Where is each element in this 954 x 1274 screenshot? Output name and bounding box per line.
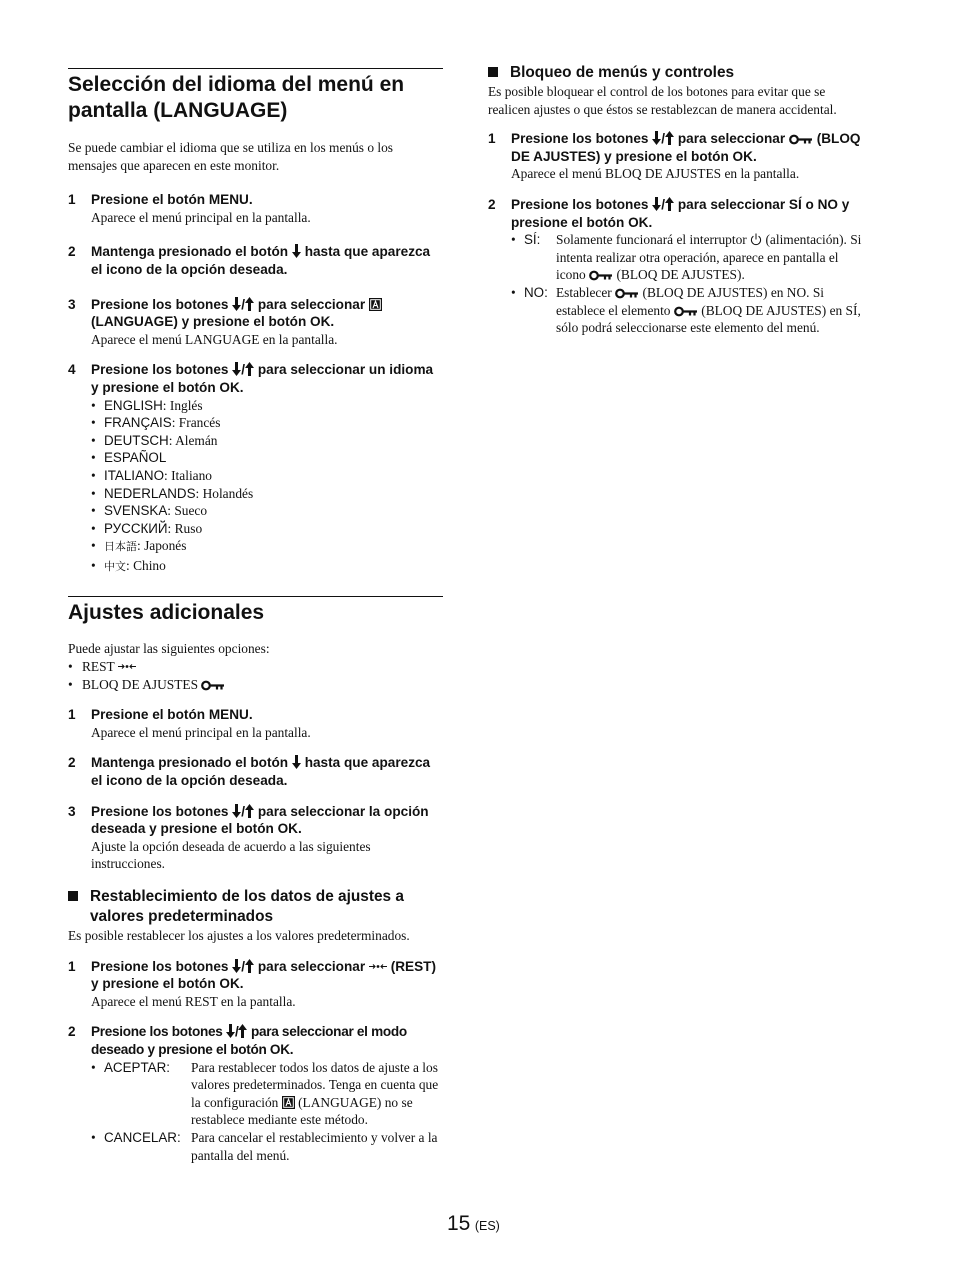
- key-icon: [615, 288, 639, 299]
- list-item: • ESPAÑOL: [91, 450, 167, 466]
- list-item: • SVENSKA: Sueco: [91, 503, 208, 519]
- rest-step-1: 1 Presione los botones / para seleccionar (REST) y presione el botón OK. Aparece el menú REST en la pantalla.: [68, 958, 443, 1011]
- language-icon: [369, 298, 382, 311]
- step-result: Aparece el menú principal en la pantalla.: [91, 209, 311, 225]
- page-number: 15 (ES): [447, 1212, 500, 1235]
- ajustes-options: [68, 658, 443, 693]
- list-item: • ACEPTAR: Para restablecer todos los datos de ajuste a los valores predeterminados. Tenga en cuenta que la configuración (LANGUAGE) no se restablece mediante este método.: [91, 1059, 439, 1128]
- list-item: • FRANÇAIS: Francés: [91, 415, 221, 431]
- step-instruction: Presione el botón MENU.: [91, 707, 253, 723]
- language-intro: Se puede cambiar el idioma que se utiliza en los menús o los mensajes que aparecen en este monitor.: [68, 140, 394, 173]
- step-instruction: Presione los botones / para seleccionar un idioma y presione el botón OK.: [91, 362, 434, 395]
- list-item: • 中文: Chino: [91, 557, 166, 573]
- step-result: Aparece el menú BLOQ DE AJUSTES en la pantalla.: [511, 166, 800, 182]
- step-instruction: Presione el botón MENU.: [91, 192, 253, 208]
- step-instruction: Mantenga presionado el botón hasta que aparezca el icono de la opción deseada.: [91, 755, 431, 789]
- language-step-3: 3 Presione los botones / para seleccionar (LANGUAGE) y presione el botón OK. Aparece el menú LANGUAGE en la pantalla.: [68, 296, 443, 349]
- up-arrow-icon: [245, 362, 254, 376]
- step-result: Ajuste la opción deseada de acuerdo a las siguientes instrucciones.: [91, 838, 371, 872]
- list-item: • NEDERLANDS: Holandés: [91, 485, 254, 501]
- up-arrow-icon: [665, 197, 674, 211]
- list-item: • 日本語: Japonés: [91, 538, 187, 554]
- key-icon: [789, 134, 813, 145]
- right-column: [488, 63, 866, 337]
- step-instruction: Presione los botones / para seleccionar el modo deseado y presione el botón OK.: [91, 1024, 407, 1057]
- ajustes-step-3: 3 Presione los botones / para seleccionar la opción deseada y presione el botón OK. Ajuste la opción deseada de acuerdo a las siguientes instrucciones.: [68, 803, 443, 873]
- up-arrow-icon: [245, 297, 254, 311]
- down-arrow-icon: [292, 755, 301, 769]
- bloqueo-mode-list: [511, 231, 866, 337]
- up-arrow-icon: [238, 1024, 247, 1038]
- down-arrow-icon: [292, 244, 301, 258]
- list-item: • NO: Establecer (BLOQ DE AJUSTES) en NO. Si establece el elemento (BLOQ DE AJUSTES) en SÍ, sólo podrá seleccionarse este elemento del menú.: [511, 284, 861, 336]
- list-item: • РУССКИЙ: Ruso: [91, 520, 203, 536]
- section-title-language: Selección del idioma del menú en pantalla (LANGUAGE): [68, 68, 443, 124]
- language-icon: [282, 1096, 295, 1109]
- step-instruction: Presione los botones / para seleccionar la opción deseada y presione el botón OK.: [91, 803, 429, 837]
- down-arrow-icon: [232, 959, 241, 973]
- down-arrow-icon: [652, 131, 661, 145]
- ajustes-intro: Puede ajustar las siguientes opciones:: [68, 641, 270, 657]
- step-instruction: Presione los botones / para seleccionar SÍ o NO y presione el botón OK.: [511, 196, 850, 230]
- ajustes-step-2: 2 Mantenga presionado el botón hasta que aparezca el icono de la opción deseada.: [68, 754, 443, 789]
- language-step-1: 1 Presione el botón MENU. Aparece el menú principal en la pantalla.: [68, 191, 443, 226]
- down-arrow-icon: [652, 197, 661, 211]
- bloqueo-intro: Es posible bloquear el control de los botones para evitar que se realicen ajustes o que éstos se restablezcan de manera accidental.: [488, 84, 837, 117]
- list-item: • SÍ: Solamente funcionará el interruptor (alimentación). Si intenta realizar otra operación, aparece en pantalla el icono (BLOQ DE AJUSTES).: [511, 232, 862, 283]
- rest-mode-list: [91, 1059, 443, 1165]
- rest-step-2: 2 Presione los botones / para seleccionar el modo deseado y presione el botón OK. • ACEPTAR: Para restablecer todos los datos de ajuste a los valores predeterminados. Tenga en cuenta que la configuración (LANGUAGE) no se restablece mediante este método. • CANCELAR: Para cancelar el restablecimiento y volver a la pantalla del menú.: [68, 1023, 443, 1164]
- language-step-2: 2 Mantenga presionado el botón hasta que aparezca el icono de la opción deseada.: [68, 243, 443, 278]
- rest-intro: Es posible restablecer los ajustes a los valores predeterminados.: [68, 928, 410, 943]
- step-result: Aparece el menú REST en la pantalla.: [91, 993, 296, 1009]
- power-icon: [750, 233, 762, 246]
- rest-icon: [118, 662, 136, 671]
- down-arrow-icon: [232, 362, 241, 376]
- key-icon: [589, 270, 613, 281]
- language-step-4: 4 Presione los botones / para seleccionar un idioma y presione el botón OK. • ENGLISH: Inglés • FRANÇAIS: Francés • DEUTSCH: Alemán • ESPAÑOL • ITALIANO: Italiano • NEDERLANDS: Holandés • SVENSKA: Sueco • РУССКИЙ: Ruso • 日本語: Japonés • 中文: Chino: [68, 361, 443, 576]
- step-instruction: Mantenga presionado el botón hasta que aparezca el icono de la opción deseada.: [91, 244, 431, 277]
- key-icon: [201, 680, 225, 691]
- up-arrow-icon: [245, 804, 254, 818]
- key-icon: [674, 306, 698, 317]
- left-column: [68, 68, 443, 1164]
- down-arrow-icon: [226, 1024, 235, 1038]
- step-result: Aparece el menú principal en la pantalla.: [91, 724, 311, 740]
- list-item: • BLOQ DE AJUSTES: [68, 676, 443, 694]
- step-instruction: Presione los botones / para seleccionar (REST) y presione el botón OK.: [91, 958, 437, 992]
- step-result: Aparece el menú LANGUAGE en la pantalla.: [91, 331, 338, 347]
- ajustes-step-1: 1 Presione el botón MENU. Aparece el menú principal en la pantalla.: [68, 706, 443, 741]
- list-item: • CANCELAR: Para cancelar el restablecimiento y volver a la pantalla del menú.: [91, 1129, 438, 1163]
- up-arrow-icon: [665, 131, 674, 145]
- list-item: • ENGLISH: Inglés: [91, 397, 203, 413]
- bloqueo-step-1: 1 Presione los botones / para seleccionar (BLOQ DE AJUSTES) y presione el botón OK. Aparece el menú BLOQ DE AJUSTES en la pantalla.: [488, 130, 866, 183]
- down-arrow-icon: [232, 297, 241, 311]
- rest-icon: [369, 962, 387, 971]
- step-instruction: Presione los botones / para seleccionar (BLOQ DE AJUSTES) y presione el botón OK.: [511, 131, 861, 164]
- list-item: • ITALIANO: Italiano: [91, 467, 212, 483]
- up-arrow-icon: [245, 959, 254, 973]
- section-title-ajustes: Ajustes adicionales: [68, 596, 443, 626]
- subsection-title-rest: Restablecimiento de los datos de ajustes a valores predeterminados: [68, 887, 443, 927]
- language-list: [91, 397, 443, 577]
- bloqueo-step-2: 2 Presione los botones / para seleccionar SÍ o NO y presione el botón OK. • SÍ: Solamente funcionará el interruptor (alimentación). Si intenta realizar otra operación, aparece en pantalla el icono (BLOQ DE AJUSTES). • NO: Establecer (BLOQ DE AJUSTES) en NO. Si establece el elemento (BLOQ DE AJUSTES) en SÍ, sólo podrá seleccionarse este elemento del menú.: [488, 196, 866, 337]
- step-instruction: Presione los botones / para seleccionar (LANGUAGE) y presione el botón OK.: [91, 296, 443, 331]
- down-arrow-icon: [232, 804, 241, 818]
- subsection-title-bloqueo: Bloqueo de menús y controles: [488, 63, 866, 83]
- list-item: • DEUTSCH: Alemán: [91, 432, 218, 448]
- list-item: • REST: [68, 658, 443, 676]
